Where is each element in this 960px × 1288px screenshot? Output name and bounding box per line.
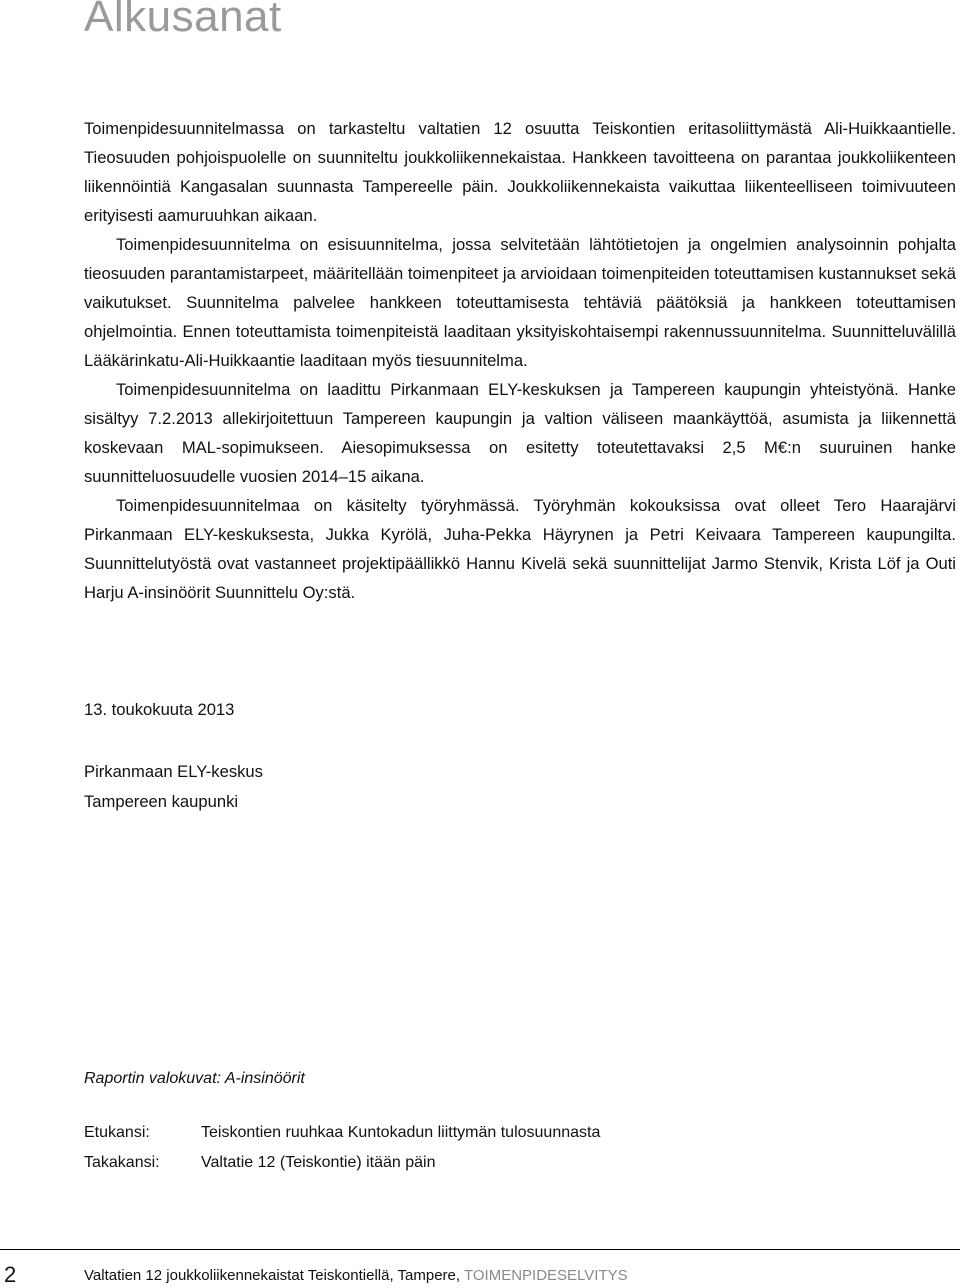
paragraph: Toimenpidesuunnitelmassa on tarkasteltu valtatien 12 osuutta Teiskontien eritasoliittymästä Ali-Huikkaantielle. Tieosuuden pohjoispuolelle on suunniteltu joukkoliikennekaistaa. Hankkeen tavoitteena on parantaa joukkoliikenteen liikennöintiä Kangasalan suunnasta Tampereelle päin. Joukkoliikennekaista vaikuttaa liikenteelliseen toimivuuteen erityisesti aamuruuhkan aikaan. <box>84 119 956 225</box>
photo-credit-row <box>84 1118 600 1148</box>
paragraph: Toimenpidesuunnitelma on laadittu Pirkanmaan ELY-keskuksen ja Tampereen kaupungin yhteistyönä. Hanke sisältyy 7.2.2013 allekirjoitettuun Tampereen kaupungin ja valtion väliseen maankäyttöä, asumista ja liikennettä koskevaan MAL-sopimukseen. Aiesopimuksessa on esitetty toteutettavaksi 2,5 M€:n suuruinen hanke suunnitteluosuudelle vuosien 2014–15 aikana. <box>84 380 956 486</box>
photo-credit-label: Etukansi: <box>84 1124 150 1141</box>
photo-credits <box>84 1118 600 1178</box>
page-number: 2 <box>4 1262 17 1287</box>
organization: Tampereen kaupunki <box>84 792 239 811</box>
footer-text <box>84 1267 628 1284</box>
photo-credit-row <box>84 1148 600 1178</box>
footer-divider <box>0 1249 960 1250</box>
date: 13. toukokuuta 2013 <box>84 700 235 719</box>
page-title: Alkusanat <box>84 0 282 41</box>
organizations <box>84 757 263 817</box>
photo-credit-value: Teiskontien ruuhkaa Kuntokadun liittymän tulosuunnasta <box>201 1124 601 1141</box>
photo-credit-label: Takakansi: <box>84 1154 160 1171</box>
footer-doc-type: TOIMENPIDESELVITYS <box>463 1267 628 1284</box>
body-text <box>84 114 956 607</box>
organization: Pirkanmaan ELY-keskus <box>84 762 263 781</box>
photo-credits-title: Raportin valokuvat: A-insinöörit <box>84 1070 305 1087</box>
photo-credit-value: Valtatie 12 (Teiskontie) itään päin <box>201 1154 436 1171</box>
paragraph: Toimenpidesuunnitelma on esisuunnitelma, jossa selvitetään lähtötietojen ja ongelmien analysoinnin pohjalta tieosuuden parantamistarpeet, määritellään toimenpiteet ja arvioidaan toimenpiteiden toteuttamisen kustannukset sekä vaikutukset. Suunnitelma palvelee hankkeen toteuttamisesta tehtäviä päätöksiä ja hankkeen toteuttamisen ohjelmointia. Ennen toteuttamista toimenpiteistä laaditaan yksityiskohtaisempi rakennussuunnitelma. Suunnitteluvälillä Lääkärinkatu-Ali-Huikkaantie laaditaan myös tiesuunnitelma. <box>84 235 956 370</box>
footer-title: Valtatien 12 joukkoliikennekaistat Teiskontiellä, Tampere, <box>84 1267 461 1284</box>
paragraph: Toimenpidesuunnitelmaa on käsitelty työryhmässä. Työryhmän kokouksissa ovat olleet Tero Haarajärvi Pirkanmaan ELY-keskuksesta, Jukka Kyrölä, Juha-Pekka Häyrynen ja Petri Keivaara Tampereen kaupungilta. Suunnittelutyöstä ovat vastanneet projektipäällikkö Hannu Kivelä sekä suunnittelijat Jarmo Stenvik, Krista Löf ja Outi Harju A-insinöörit Suunnittelu Oy:stä. <box>84 496 956 602</box>
